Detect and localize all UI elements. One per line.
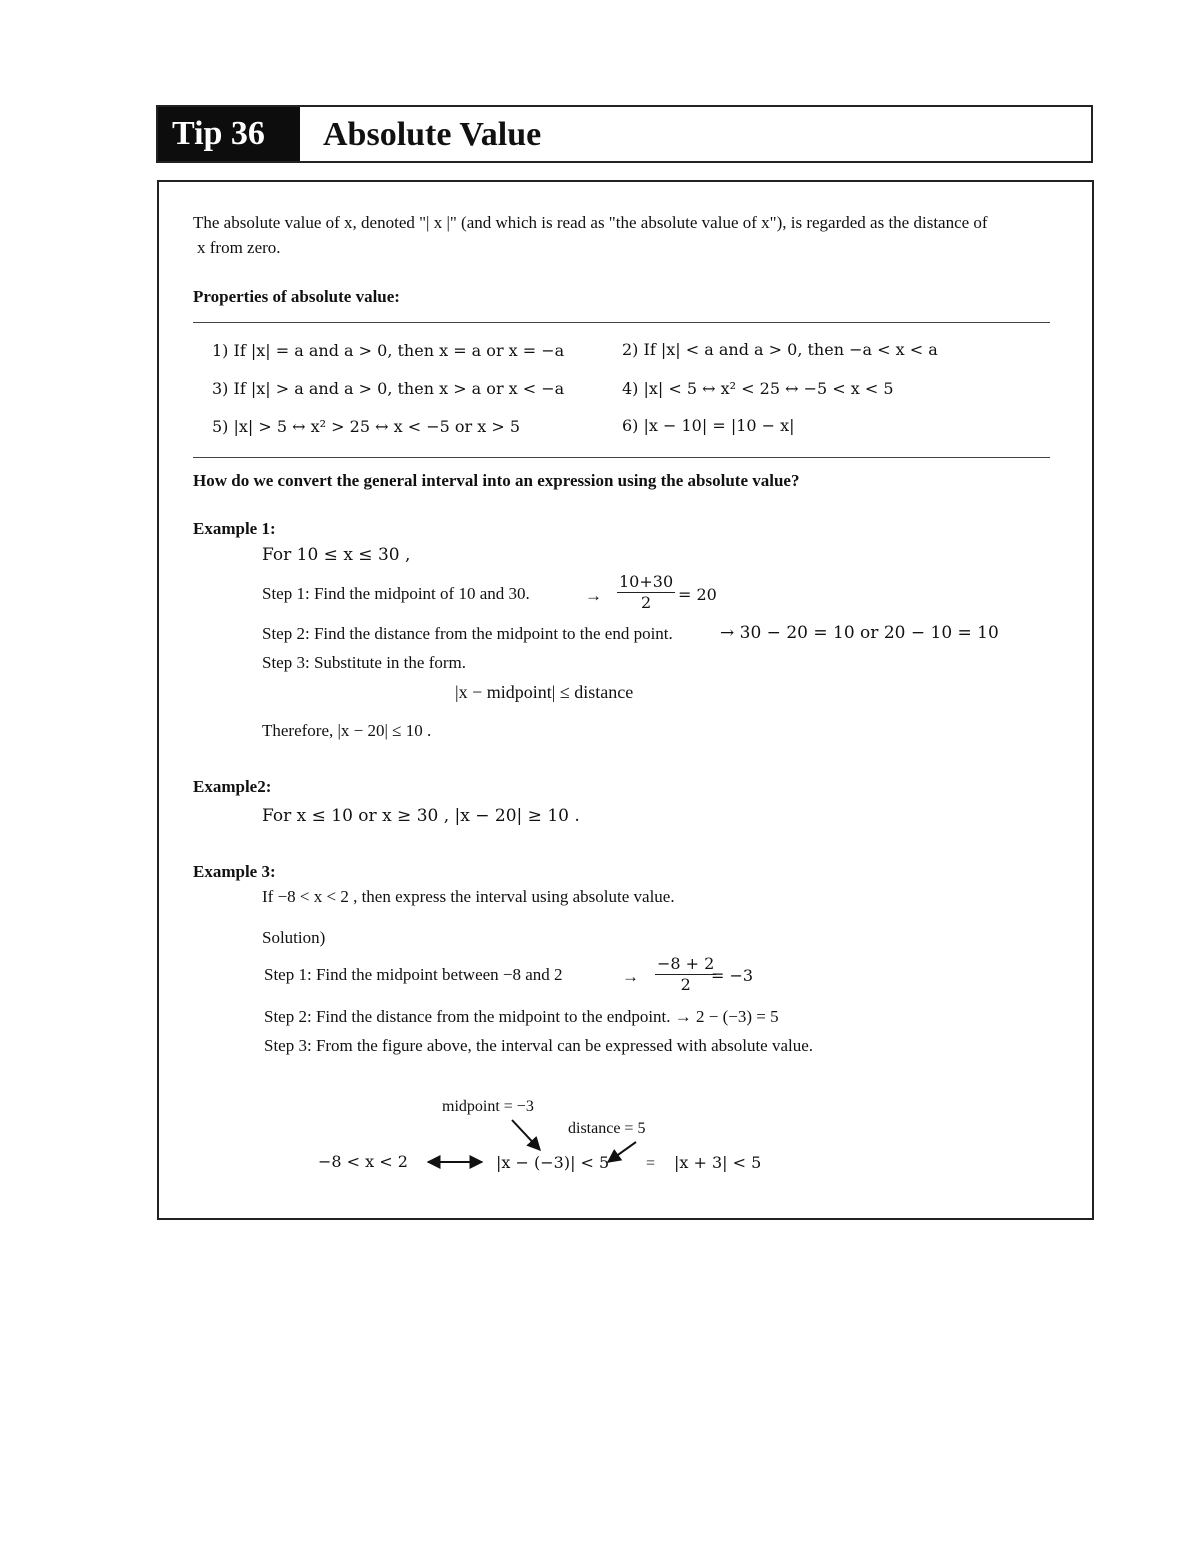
property-4: 4) |x| < 5 ↔ x² < 25 ↔ −5 < x < 5 <box>622 379 894 398</box>
midpoint-pointer-arrow-icon <box>512 1120 540 1150</box>
example3-prompt: If −8 < x < 2 , then express the interval using absolute value. <box>262 887 675 906</box>
example1-heading: Example 1: <box>193 519 276 538</box>
example2-heading: Example2: <box>193 777 272 796</box>
diagram-interval: −8 < x < 2 <box>318 1152 408 1171</box>
example3-arrow: → <box>622 967 639 986</box>
example1-form: |x − midpoint| ≤ distance <box>455 682 634 702</box>
example3-step1: Step 1: Find the midpoint between −8 and 2 <box>264 965 563 984</box>
example1-frac-result: = 20 <box>678 585 717 604</box>
page-title: Absolute Value <box>323 116 542 153</box>
property-2: 2) If |x| < a and a > 0, then −a < x < a <box>622 340 938 359</box>
example1-for: For 10 ≤ x ≤ 30 , <box>262 545 411 565</box>
example1-arrow: → <box>585 586 602 605</box>
example3-step3: Step 3: From the figure above, the interval can be expressed with absolute value. <box>264 1036 814 1055</box>
property-6: 6) |x − 10| = |10 − x| <box>622 416 795 435</box>
example1-step2-result: → 30 − 20 = 10 or 20 − 10 = 10 <box>720 623 999 643</box>
intro-line-1: The absolute value of x, denoted "| x |" (and which is read as "the absolute value of x"), is regarded as the distance of <box>193 213 988 232</box>
property-1: 1) If |x| = a and a > 0, then x = a or x = −a <box>212 341 565 360</box>
example1-step2: Step 2: Find the distance from the midpoint to the end point. <box>262 624 673 643</box>
example3-frac-denominator: 2 <box>680 975 691 994</box>
example1-step1: Step 1: Find the midpoint of 10 and 30. <box>262 584 530 603</box>
example1-frac-denominator: 2 <box>640 593 652 612</box>
diagram-midpoint-label: midpoint = −3 <box>442 1098 534 1115</box>
diagram-equals: = <box>646 1155 656 1172</box>
example1-step3: Step 3: Substitute in the form. <box>262 653 466 672</box>
intro-line-2: x from zero. <box>197 238 281 257</box>
tip-number: Tip 36 <box>158 107 300 161</box>
property-5: 5) |x| > 5 ↔ x² > 25 ↔ x < −5 or x > 5 <box>212 417 521 436</box>
example3-heading: Example 3: <box>193 862 276 881</box>
diagram-distance-label: distance = 5 <box>568 1120 646 1137</box>
properties-heading: Properties of absolute value: <box>193 287 400 306</box>
question-heading: How do we convert the general interval into an expression using the absolute value? <box>193 471 800 490</box>
diagram-expression: |x − (−3)| < 5 <box>496 1153 610 1172</box>
example3-frac-result: = −3 <box>711 966 754 985</box>
distance-pointer-arrow-icon <box>608 1142 636 1162</box>
example1-therefore: Therefore, |x − 20| ≤ 10 . <box>262 721 432 740</box>
example2-line: For x ≤ 10 or x ≥ 30 , |x − 20| ≥ 10 . <box>262 806 580 826</box>
diagram-result: |x + 3| < 5 <box>674 1153 762 1172</box>
example3-frac-numerator: −8 + 2 <box>657 954 715 973</box>
example1-frac-numerator: 10+30 <box>619 572 674 591</box>
property-3: 3) If |x| > a and a > 0, then x > a or x < −a <box>212 379 565 398</box>
example3-step2: Step 2: Find the distance from the midpoint to the endpoint. → 2 − (−3) = 5 <box>264 1007 779 1026</box>
example3-solution: Solution) <box>262 928 326 947</box>
